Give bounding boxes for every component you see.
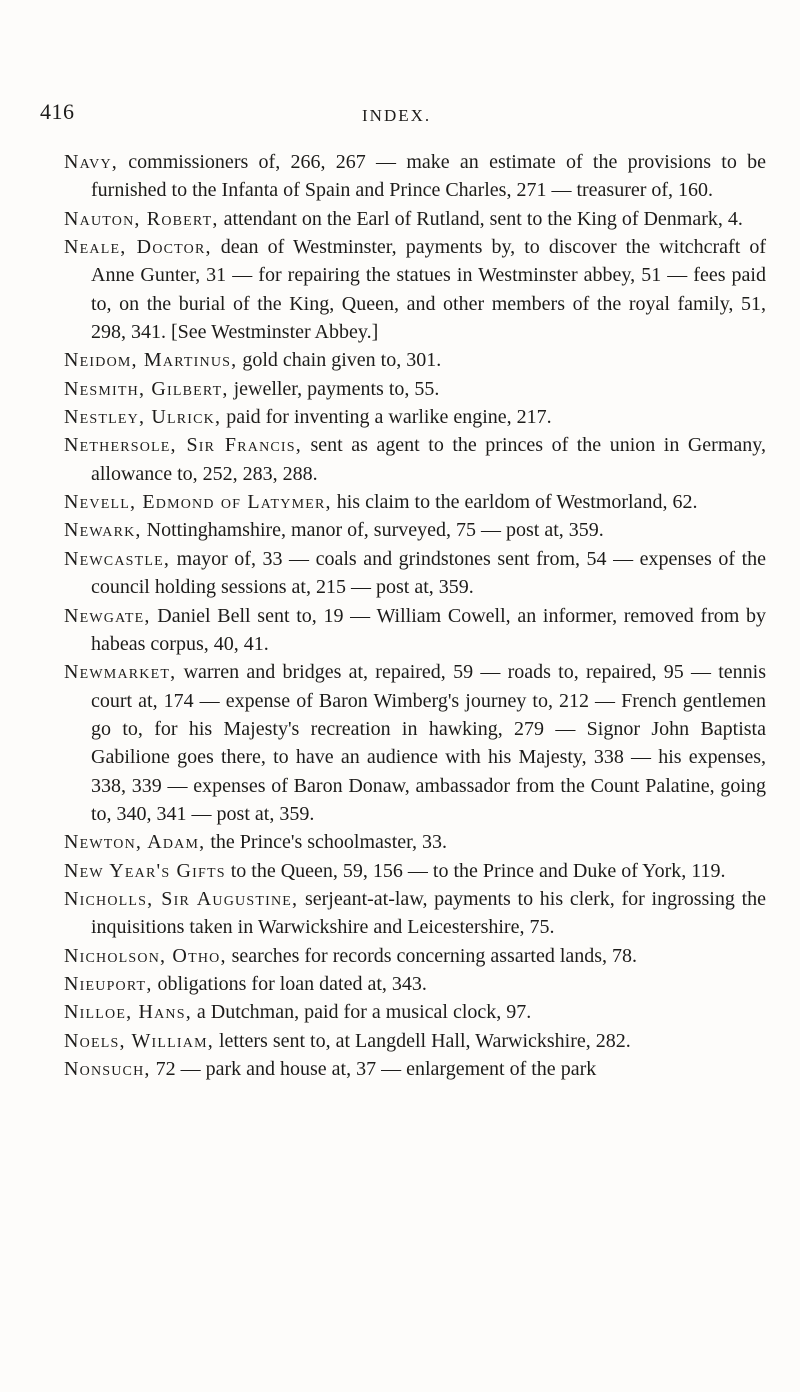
entry-text: Nottinghamshire, manor of, surveyed, 75 — post at, 359.	[141, 519, 604, 542]
index-entry	[64, 885, 766, 942]
index-entry	[64, 148, 766, 205]
index-entry	[64, 857, 766, 885]
entry-headword: Nauton, Robert,	[64, 207, 219, 230]
index-entry	[64, 998, 766, 1026]
entry-headword: Neidom, Martinus,	[64, 349, 238, 372]
running-head: INDEX.	[362, 106, 432, 125]
entry-headword: Newmarket,	[64, 661, 177, 684]
index-entry	[64, 403, 766, 431]
entry-headword: Neale, Doctor,	[64, 236, 212, 259]
entry-headword: New Year's Gifts	[64, 859, 226, 882]
entry-text: attendant on the Earl of Rutland, sent to the King of Denmark, 4.	[218, 207, 743, 230]
entry-text: the Prince's schoolmaster, 33.	[205, 831, 447, 854]
entry-headword: Newcastle,	[64, 547, 171, 570]
index-entry	[64, 970, 766, 998]
entry-headword: Nestley, Ulrick,	[64, 406, 222, 429]
entry-text: his claim to the earldom of Westmorland, 62.	[331, 491, 698, 514]
entry-headword: Navy,	[64, 151, 118, 173]
entry-headword: Nicholls, Sir Augustine,	[64, 887, 299, 910]
entry-text: searches for records concerning assarted lands, 78.	[226, 944, 638, 967]
entry-text: a Dutchman, paid for a musical clock, 97.	[191, 1001, 532, 1024]
index-entry	[64, 942, 766, 970]
entry-text: obligations for loan dated at, 343.	[152, 972, 427, 995]
entry-text: to the Queen, 59, 156 — to the Prince and Duke of York, 119.	[225, 859, 726, 882]
entry-text: Daniel Bell sent to, 19 — William Cowell, an informer, removed from by habeas corpus, 40, 41.	[91, 604, 766, 655]
entry-headword: Nethersole, Sir Francis,	[64, 434, 302, 457]
index-entry	[64, 346, 766, 374]
index-entry	[64, 545, 766, 602]
entry-headword: Nevell, Edmond of Latymer,	[64, 491, 332, 514]
entry-text: serjeant-at-law, payments to his clerk, for ingrossing the inquisitions taken in Warwickshire and Leicestershire, 75.	[91, 887, 767, 939]
index-entry	[64, 602, 766, 659]
entry-headword: Newton, Adam,	[64, 831, 206, 854]
index-entry	[64, 1055, 766, 1083]
entry-text: warren and bridges at, repaired, 59 — roads to, repaired, 95 — tennis court at, 174 — expense of Baron Wimberg's journey to, 212 — French gentlemen go to, for his Majesty's recreation in hawking, 279 — Signor John Baptista Gabilione goes there, to have an audience with his Majesty, 338 — his expenses, 338, 339 — expenses of Baron Donaw, ambassador from the Count Palatine, going to, 340, 341 — post at, 359.	[91, 661, 766, 825]
entry-headword: Nonsuch,	[64, 1058, 151, 1080]
entry-text: jeweller, payments to, 55.	[228, 377, 440, 400]
entry-text: 72 — park and house at, 37 — enlargement of the park	[150, 1058, 597, 1080]
index-entry	[64, 658, 766, 828]
entry-headword: Newark,	[64, 519, 142, 542]
entry-text: mayor of, 33 — coals and grindstones sent from, 54 — expenses of the council holding sessions at, 215 — post at, 359.	[91, 547, 766, 599]
index-entry	[64, 431, 766, 488]
entry-headword: Nilloe, Hans,	[64, 1001, 192, 1024]
index-entries	[64, 148, 766, 1083]
entry-headword: Noels, William,	[64, 1029, 214, 1052]
index-entry	[64, 375, 766, 403]
index-entry	[64, 828, 766, 856]
index-entry	[64, 1027, 766, 1055]
entry-headword: Nesmith, Gilbert,	[64, 377, 229, 400]
entry-text: gold chain given to, 301.	[237, 349, 442, 372]
index-entry	[64, 516, 766, 544]
page-number: 416	[40, 99, 75, 124]
entry-text: dean of Westminster, payments by, to discover the witchcraft of Anne Gunter, 31 — for repairing the statues in Westminster abbey, 51 — fees paid to, on the burial of the King, Queen, and other members of the royal family, 51, 298, 341. [See Westminster Abbey.]	[91, 236, 766, 344]
index-entry	[64, 488, 766, 516]
entry-text: commissioners of, 266, 267 — make an estimate of the provisions to be furnished to the Infanta of Spain and Prince Charles, 271 — treasurer of, 160.	[91, 151, 766, 202]
entry-text: sent as agent to the princes of the union in Germany, allowance to, 252, 283, 288.	[91, 434, 766, 485]
entry-headword: Nieuport,	[64, 972, 153, 995]
entry-headword: Newgate,	[64, 604, 151, 627]
entry-text: letters sent to, at Langdell Hall, Warwickshire, 282.	[213, 1029, 631, 1052]
index-entry	[64, 233, 766, 346]
entry-text: paid for inventing a warlike engine, 217.	[221, 406, 552, 429]
entry-headword: Nicholson, Otho,	[64, 944, 227, 967]
index-entry	[64, 205, 766, 233]
